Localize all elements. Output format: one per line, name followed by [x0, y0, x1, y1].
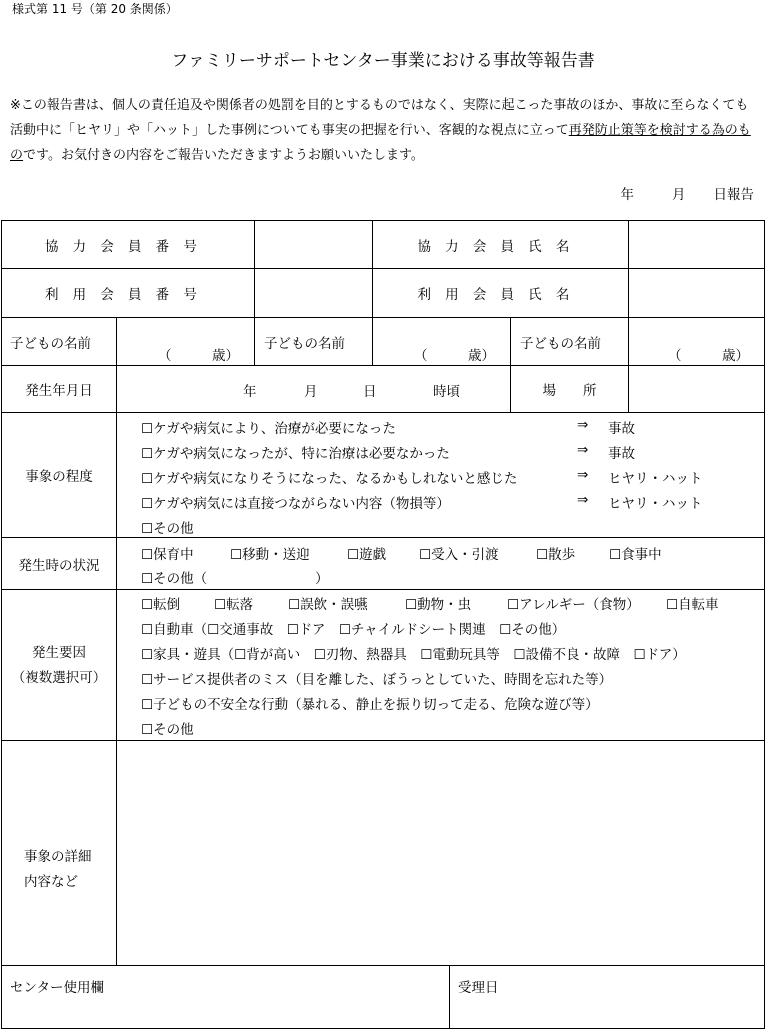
detail-field[interactable] — [117, 741, 764, 965]
cause-option-car[interactable]: ☐自動車（☐交通事故 ☐ドア ☐チャイルドシート関連 ☐その他） — [141, 622, 566, 638]
date-month-label: 月 — [304, 384, 318, 400]
situation-label: 発生時の状況 — [18, 557, 100, 574]
arrow-icon: ⇒ — [577, 442, 589, 458]
severity-result-3: ヒヤリ・ハット — [608, 471, 703, 487]
user-member-name-field[interactable] — [629, 269, 764, 317]
child-name-label-3: 子どもの名前 — [520, 336, 601, 352]
occurrence-date-label: 発生年月日 — [25, 383, 93, 399]
child-age-1[interactable]: （ 歳） — [158, 348, 239, 364]
received-date-label: 受理日 — [458, 980, 499, 996]
support-member-number-field[interactable] — [255, 221, 372, 268]
arrow-icon: ⇒ — [577, 417, 589, 433]
situation-option-play[interactable]: ☐遊戯 — [347, 547, 387, 563]
place-field[interactable] — [629, 366, 764, 412]
detail-label: 事象の詳細 — [24, 849, 92, 865]
support-member-name-label: 協力会員氏名 — [417, 238, 584, 255]
notice-underlined: 再発防止策等を検討する為のもの — [10, 123, 751, 163]
detail-label-sub: 内容など — [24, 874, 78, 890]
cause-option-allergy[interactable]: ☐アレルギー（食物） — [507, 597, 640, 613]
report-date — [621, 183, 755, 203]
severity-option-5[interactable]: ☐その他 — [141, 521, 194, 537]
child-age-3[interactable]: （ 歳） — [668, 348, 749, 364]
notice-text — [10, 93, 760, 168]
notice-after: です。お気付きの内容をご報告いただきますようお願いいたします。 — [23, 148, 424, 163]
date-time-label: 時頃 — [433, 384, 460, 400]
severity-option-2[interactable]: ☐ケガや病気になったが、特に治療は必要なかった — [141, 446, 450, 462]
severity-option-4[interactable]: ☐ケガや病気には直接つながらない内容（物損等） — [141, 496, 450, 512]
place-label: 場 所 — [542, 383, 597, 399]
form-number: 様式第 11 号（第 20 条関係） — [12, 2, 178, 16]
arrow-icon: ⇒ — [577, 467, 589, 483]
report-month-label: 月 — [672, 187, 686, 203]
situation-option-walk[interactable]: ☐散歩 — [536, 547, 576, 563]
situation-option-meal[interactable]: ☐食事中 — [609, 547, 662, 563]
situation-option-other[interactable]: ☐その他（ ） — [141, 571, 329, 587]
user-member-name-label: 利用会員氏名 — [417, 287, 584, 303]
severity-option-3[interactable]: ☐ケガや病気になりそうになった、なるかもしれないと感じた — [141, 471, 518, 487]
severity-label: 事象の程度 — [25, 469, 93, 485]
cause-option-swallow[interactable]: ☐誤飲・誤嚥 — [288, 597, 368, 613]
cause-option-fall[interactable]: ☐転倒 — [141, 597, 181, 613]
support-member-name-field[interactable] — [629, 221, 764, 268]
report-year-label: 年 — [620, 187, 634, 203]
cause-option-bicycle[interactable]: ☐自転車 — [666, 597, 719, 613]
severity-result-1: 事故 — [608, 421, 635, 437]
child-name-label-1: 子どもの名前 — [10, 336, 91, 352]
cause-option-staff-error[interactable]: ☐サービス提供者のミス（目を離した、ぼうっとしていた、時間を忘れた等） — [141, 672, 613, 688]
user-member-number-field[interactable] — [255, 269, 372, 317]
situation-option-childcare[interactable]: ☐保育中 — [141, 547, 194, 563]
severity-option-1[interactable]: ☐ケガや病気により、治療が必要になった — [141, 421, 396, 437]
notice-before: ※この報告書は、個人の責任追及や関係者の処罰を目的とするものではなく、実際に起こった事故のほか、事故に至らなくても活動中に「ヒヤリ」や「ハット」した事例についても事実の把握を行い、客観的な視点に立って — [10, 98, 749, 138]
cause-option-animal[interactable]: ☐動物・虫 — [405, 597, 472, 613]
cause-option-drop[interactable]: ☐転落 — [214, 597, 254, 613]
center-use-label: センター使用欄 — [10, 980, 104, 996]
page-title: ファミリーサポートセンター事業における事故等報告書 — [171, 51, 595, 71]
date-day-label: 日 — [363, 384, 377, 400]
date-year-label: 年 — [243, 384, 257, 400]
child-name-label-2: 子どもの名前 — [264, 336, 345, 352]
cause-multi-select-note: （複数選択可） — [11, 670, 107, 686]
situation-option-handover[interactable]: ☐受入・引渡 — [419, 547, 499, 563]
report-day-label: 日報告 — [713, 187, 754, 203]
support-member-number-label: 協力会員番号 — [44, 238, 212, 255]
situation-option-transport[interactable]: ☐移動・送迎 — [230, 547, 310, 563]
user-member-number-label: 利用会員番号 — [44, 287, 212, 303]
cause-option-other[interactable]: ☐その他 — [141, 722, 194, 738]
cause-option-furniture[interactable]: ☐家具・遊具（☐背が高い ☐刃物、熱器具 ☐電動玩具等 ☐設備不良・故障 ☐ドア） — [141, 647, 686, 663]
cause-label: 発生要因 — [32, 645, 86, 661]
severity-result-4: ヒヤリ・ハット — [608, 496, 703, 512]
severity-result-2: 事故 — [608, 446, 635, 462]
cause-option-child-behavior[interactable]: ☐子どもの不安全な行動（暴れる、静止を振り切って走る、危険な遊び等） — [141, 697, 599, 713]
arrow-icon: ⇒ — [577, 492, 589, 508]
child-age-2[interactable]: （ 歳） — [414, 348, 495, 364]
